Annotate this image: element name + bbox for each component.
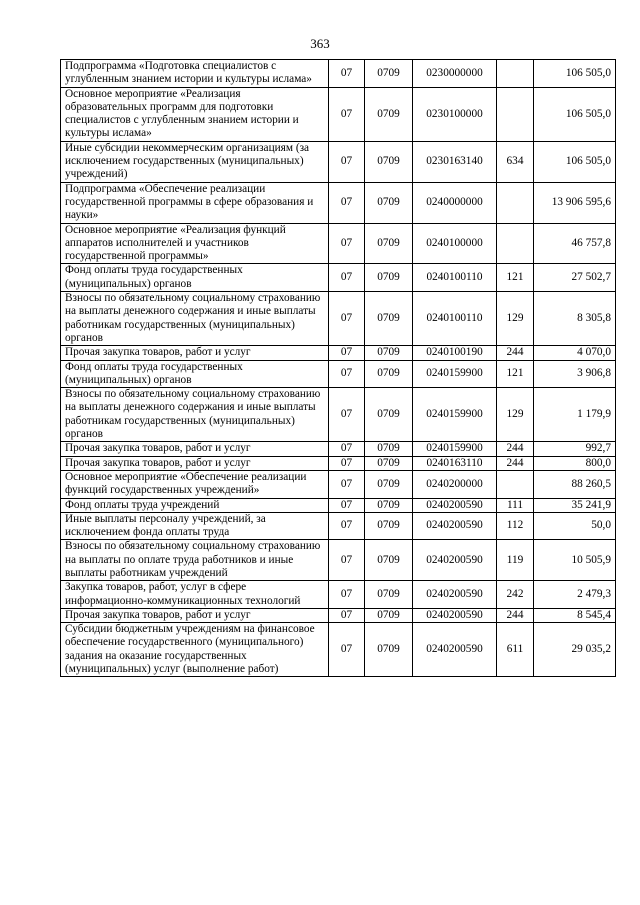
row-target-code: 0240200590: [413, 512, 497, 540]
row-subsection: 0709: [365, 87, 413, 141]
row-amount: 3 906,8: [534, 360, 616, 388]
row-expense-type: 111: [497, 498, 534, 512]
table-row: [61, 87, 616, 141]
row-name: Основное мероприятие «Обеспечение реализации функций государственных учреждений»: [61, 470, 329, 498]
row-target-code: 0240200590: [413, 623, 497, 677]
table-row: [61, 141, 616, 182]
row-subsection: 0709: [365, 442, 413, 456]
row-section: 07: [329, 512, 365, 540]
row-amount: 2 479,3: [534, 581, 616, 609]
row-subsection: 0709: [365, 608, 413, 622]
row-expense-type: [497, 87, 534, 141]
row-expense-type: [497, 223, 534, 264]
row-amount: 8 545,4: [534, 608, 616, 622]
row-expense-type: 129: [497, 388, 534, 442]
row-amount: 88 260,5: [534, 470, 616, 498]
row-target-code: 0240159900: [413, 360, 497, 388]
table-row: [61, 512, 616, 540]
row-name: Иные выплаты персоналу учреждений, за исключением фонда оплаты труда: [61, 512, 329, 540]
row-target-code: 0240163110: [413, 456, 497, 470]
row-subsection: 0709: [365, 388, 413, 442]
row-expense-type: [497, 60, 534, 88]
row-subsection: 0709: [365, 360, 413, 388]
row-subsection: 0709: [365, 182, 413, 223]
row-name: Субсидии бюджетным учреждениям на финансовое обеспечение государственного (муниципального) задания на оказание государственных (муниципальных) услуг (выполнение работ): [61, 623, 329, 677]
row-section: 07: [329, 608, 365, 622]
row-section: 07: [329, 223, 365, 264]
table-row: [61, 608, 616, 622]
budget-table: [60, 59, 616, 677]
row-name: Взносы по обязательному социальному страхованию на выплаты по оплате труда работников и иные выплаты работникам учреждений: [61, 540, 329, 581]
row-amount: 106 505,0: [534, 87, 616, 141]
row-name: Прочая закупка товаров, работ и услуг: [61, 442, 329, 456]
row-expense-type: 129: [497, 292, 534, 346]
table-row: [61, 264, 616, 292]
row-name: Прочая закупка товаров, работ и услуг: [61, 456, 329, 470]
row-target-code: 0240159900: [413, 442, 497, 456]
row-name: Основное мероприятие «Реализация образовательных программ для подготовки специалистов с углубленным знанием истории и культуры ислама»: [61, 87, 329, 141]
row-subsection: 0709: [365, 540, 413, 581]
row-subsection: 0709: [365, 581, 413, 609]
row-subsection: 0709: [365, 141, 413, 182]
row-target-code: 0240100110: [413, 292, 497, 346]
row-expense-type: 112: [497, 512, 534, 540]
row-target-code: 0240100000: [413, 223, 497, 264]
row-target-code: 0240200590: [413, 608, 497, 622]
row-target-code: 0240100190: [413, 346, 497, 360]
row-section: 07: [329, 87, 365, 141]
row-target-code: 0230100000: [413, 87, 497, 141]
row-name: Фонд оплаты труда государственных (муниципальных) органов: [61, 360, 329, 388]
row-name: Взносы по обязательному социальному страхованию на выплаты денежного содержания и иные выплаты работникам государственных (муниципальных) органов: [61, 388, 329, 442]
row-target-code: 0240159900: [413, 388, 497, 442]
row-amount: 4 070,0: [534, 346, 616, 360]
row-expense-type: 611: [497, 623, 534, 677]
row-section: 07: [329, 141, 365, 182]
row-amount: 10 505,9: [534, 540, 616, 581]
row-target-code: 0240000000: [413, 182, 497, 223]
table-row: [61, 60, 616, 88]
row-amount: 35 241,9: [534, 498, 616, 512]
row-subsection: 0709: [365, 470, 413, 498]
row-target-code: 0240200590: [413, 540, 497, 581]
row-name: Иные субсидии некоммерческим организациям (за исключением государственных (муниципальных) учреждений): [61, 141, 329, 182]
row-subsection: 0709: [365, 264, 413, 292]
budget-table-body: [61, 60, 616, 677]
page-number: 363: [310, 36, 330, 51]
row-section: 07: [329, 470, 365, 498]
row-name: Прочая закупка товаров, работ и услуг: [61, 608, 329, 622]
row-amount: 27 502,7: [534, 264, 616, 292]
row-expense-type: 119: [497, 540, 534, 581]
table-row: [61, 292, 616, 346]
row-subsection: 0709: [365, 498, 413, 512]
row-amount: 992,7: [534, 442, 616, 456]
table-row: [61, 623, 616, 677]
row-expense-type: 244: [497, 442, 534, 456]
row-section: 07: [329, 60, 365, 88]
table-row: [61, 388, 616, 442]
table-row: [61, 182, 616, 223]
row-subsection: 0709: [365, 512, 413, 540]
row-target-code: 0240200000: [413, 470, 497, 498]
row-section: 07: [329, 346, 365, 360]
row-section: 07: [329, 540, 365, 581]
table-row: [61, 470, 616, 498]
row-amount: 50,0: [534, 512, 616, 540]
row-amount: 13 906 595,6: [534, 182, 616, 223]
row-name: Взносы по обязательному социальному страхованию на выплаты денежного содержания и иные выплаты работникам государственных (муниципальных) органов: [61, 292, 329, 346]
row-subsection: 0709: [365, 223, 413, 264]
row-expense-type: [497, 470, 534, 498]
row-subsection: 0709: [365, 623, 413, 677]
table-row: [61, 498, 616, 512]
row-target-code: 0230163140: [413, 141, 497, 182]
table-row: [61, 456, 616, 470]
table-row: [61, 346, 616, 360]
row-section: 07: [329, 623, 365, 677]
row-section: 07: [329, 581, 365, 609]
row-section: 07: [329, 292, 365, 346]
row-expense-type: 244: [497, 346, 534, 360]
row-expense-type: 244: [497, 608, 534, 622]
row-amount: 46 757,8: [534, 223, 616, 264]
row-name: Фонд оплаты труда государственных (муниципальных) органов: [61, 264, 329, 292]
row-name: Подпрограмма «Подготовка специалистов с углубленным знанием истории и культуры ислама»: [61, 60, 329, 88]
row-target-code: 0240100110: [413, 264, 497, 292]
row-name: Прочая закупка товаров, работ и услуг: [61, 346, 329, 360]
row-section: 07: [329, 442, 365, 456]
row-amount: 106 505,0: [534, 60, 616, 88]
row-amount: 1 179,9: [534, 388, 616, 442]
table-row: [61, 360, 616, 388]
row-section: 07: [329, 182, 365, 223]
row-expense-type: 121: [497, 360, 534, 388]
row-name: Фонд оплаты труда учреждений: [61, 498, 329, 512]
row-subsection: 0709: [365, 292, 413, 346]
row-amount: 800,0: [534, 456, 616, 470]
table-row: [61, 581, 616, 609]
row-name: Закупка товаров, работ, услуг в сфере информационно-коммуникационных технологий: [61, 581, 329, 609]
row-expense-type: [497, 182, 534, 223]
row-amount: 29 035,2: [534, 623, 616, 677]
row-expense-type: 244: [497, 456, 534, 470]
row-expense-type: 634: [497, 141, 534, 182]
row-amount: 8 305,8: [534, 292, 616, 346]
row-expense-type: 121: [497, 264, 534, 292]
row-target-code: 0240200590: [413, 581, 497, 609]
row-section: 07: [329, 264, 365, 292]
table-row: [61, 223, 616, 264]
table-row: [61, 442, 616, 456]
row-target-code: 0230000000: [413, 60, 497, 88]
row-section: 07: [329, 498, 365, 512]
row-section: 07: [329, 388, 365, 442]
row-target-code: 0240200590: [413, 498, 497, 512]
row-subsection: 0709: [365, 456, 413, 470]
row-name: Подпрограмма «Обеспечение реализации государственной программы в сфере образования и науки»: [61, 182, 329, 223]
row-subsection: 0709: [365, 346, 413, 360]
row-subsection: 0709: [365, 60, 413, 88]
row-name: Основное мероприятие «Реализация функций аппаратов исполнителей и участников государственной программы»: [61, 223, 329, 264]
row-amount: 106 505,0: [534, 141, 616, 182]
table-row: [61, 540, 616, 581]
row-section: 07: [329, 456, 365, 470]
row-expense-type: 242: [497, 581, 534, 609]
row-section: 07: [329, 360, 365, 388]
